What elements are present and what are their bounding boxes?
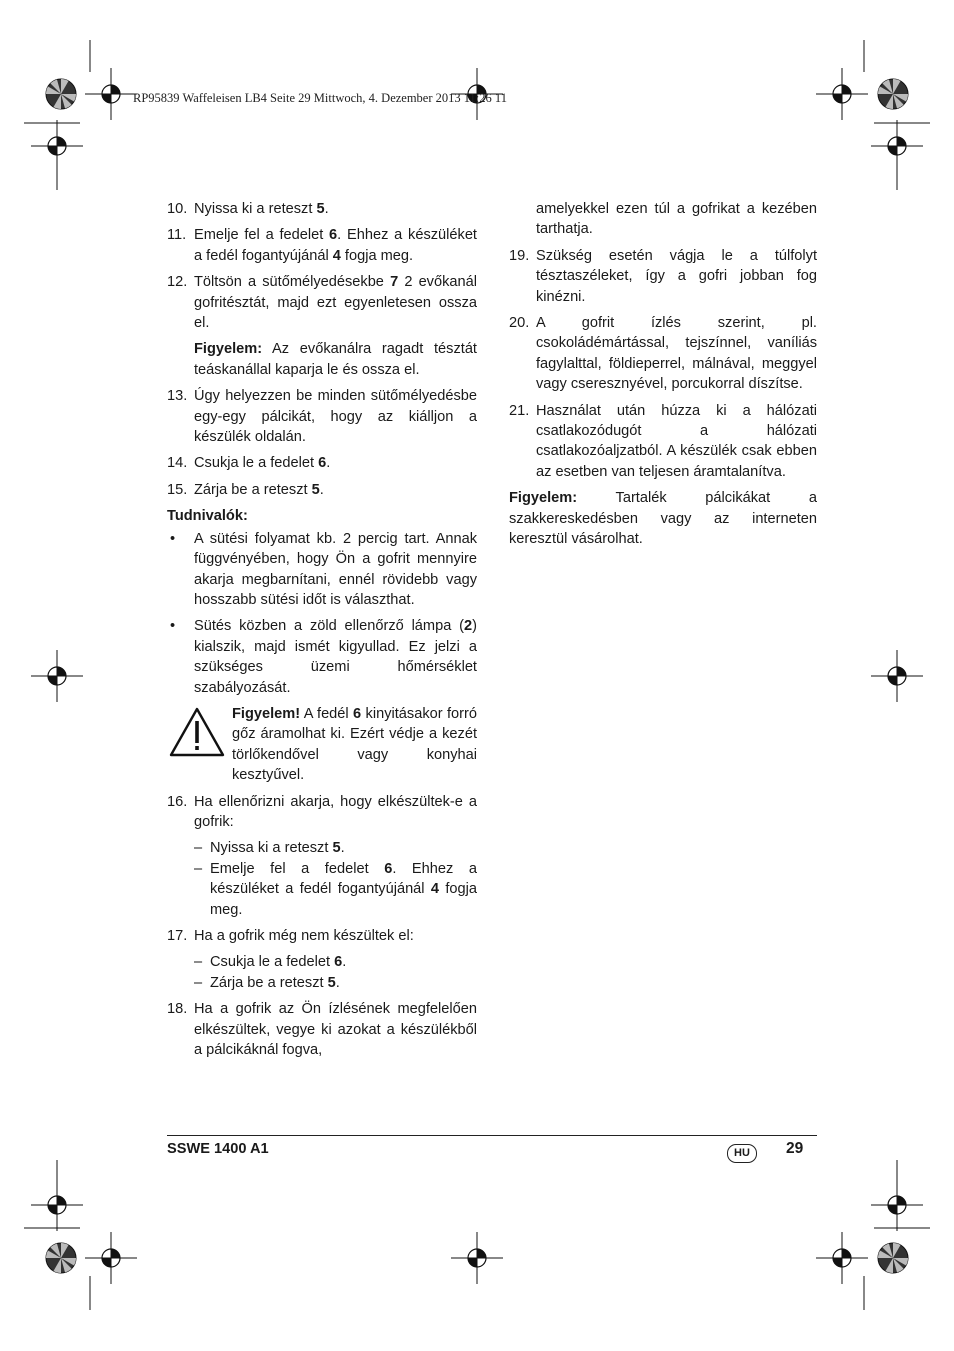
dash-icon: –	[194, 954, 203, 971]
part-ref: 5	[327, 974, 336, 991]
substep-text: Zárja be a reteszt	[210, 974, 328, 991]
step-text: Ha ellenőrizni akarja, hogy elkészültek-e a gofrik:	[194, 793, 477, 830]
step-15	[167, 480, 477, 500]
step-text: A gofrit ízlés szerint, pl. csokoládémártással, tejszínnel, vaníliás fagylalttal, földieperrel, málnával, meggyel vagy cseresznyével, porcukorral díszítse.	[536, 315, 817, 393]
note-label: Figyelem:	[509, 490, 578, 507]
step-number: 17.	[167, 928, 188, 944]
left-column	[167, 199, 477, 1066]
step-number: 16.	[167, 793, 188, 810]
part-ref: 4	[332, 247, 341, 264]
part-ref: 5	[316, 201, 325, 217]
bullet-icon: •	[170, 618, 176, 635]
step-number: 21.	[509, 402, 530, 419]
step-18	[167, 999, 477, 1060]
step-10	[167, 199, 477, 219]
step-text: . Ehhez a készüléket a fedél fogantyújánál	[194, 227, 477, 264]
step-text: Töltsön a sütőmélyedésekbe	[194, 274, 391, 291]
step-text: 2 evőkanál gofritésztát, majd ezt egyenletesen ossza el.	[194, 274, 477, 332]
substep-text: Emelje fel a fedelet	[210, 860, 385, 877]
page-number: 29	[786, 1140, 804, 1157]
part-ref: 2	[464, 618, 473, 635]
substep	[167, 952, 477, 972]
tips-heading: Tudnivalók:	[167, 508, 248, 525]
step-number: 20.	[509, 315, 530, 332]
step-12-note	[167, 339, 477, 380]
part-ref: 7	[390, 274, 399, 291]
step-text: Ha a gofrik az Ön ízlésének megfelelően elkészültek, vegye ki azokat a készülékből a pálcikáknál fogva,	[194, 1001, 477, 1059]
substep-text: Csukja le a fedelet	[210, 954, 335, 971]
step-18-continued: amelyekkel ezen túl a gofrikat a kezében tarthatja.	[536, 201, 817, 238]
step-number: 18.	[167, 1001, 188, 1018]
step-text: fogja meg.	[340, 247, 414, 264]
note-text: Tartalék pálcikákat a szakkereskedésben vagy az interneten keresztül vásárolhat.	[509, 490, 817, 548]
step-16	[167, 792, 477, 833]
step-number: 15.	[167, 481, 188, 498]
tip-bullet-1	[167, 529, 477, 611]
step-number: 11.	[167, 227, 187, 244]
step-20	[509, 313, 817, 395]
substep-text: .	[335, 974, 340, 991]
warning-triangle-icon	[168, 706, 226, 758]
part-ref: 4	[430, 881, 440, 898]
bullet-text: ) kialszik, majd ismét kigyullad. Ez jelzi a szükséges üzemi hőmérséklet szabályozását.	[194, 618, 477, 696]
warning-label: Figyelem!	[232, 705, 301, 722]
step-text: Emelje fel a fedelet	[194, 227, 330, 244]
part-ref: 5	[332, 840, 341, 857]
step-text: .	[319, 481, 324, 498]
note-label: Figyelem:	[194, 341, 263, 358]
tip-bullet-2	[167, 616, 477, 698]
step-12	[167, 272, 477, 333]
part-ref: 6	[318, 455, 327, 472]
part-ref: 5	[311, 481, 320, 498]
step-13	[167, 386, 477, 447]
part-ref: 6	[329, 227, 338, 244]
spare-sticks-note	[509, 488, 817, 549]
step-number: 14.	[167, 455, 188, 472]
footer-divider	[167, 1135, 817, 1136]
dash-icon: –	[194, 974, 203, 991]
step-text: Zárja be a reteszt	[194, 481, 312, 498]
part-ref: 6	[353, 705, 362, 722]
part-ref: 6	[334, 954, 343, 971]
step-text: Használat után húzza ki a hálózati csatlakozódugót a hálózati csatlakozóaljzatból. A készülék csak ebben az esetben van teljesen áramtalanítva.	[536, 402, 817, 480]
step-11	[167, 225, 477, 266]
bullet-icon: •	[170, 530, 176, 547]
bullet-text: Sütés közben a zöld ellenőrző lámpa (	[194, 618, 464, 635]
substep	[167, 973, 477, 993]
footer-model: SSWE 1400 A1	[167, 1141, 269, 1157]
warning-text: A fedél	[300, 705, 354, 722]
step-17	[167, 926, 477, 946]
step-text: .	[326, 455, 331, 472]
step-text: Szükség esetén vágja le a túlfolyt tésztaszéleket, így a gofri jobban fog kinézni.	[536, 247, 817, 305]
substep-text: fogja meg.	[210, 881, 477, 918]
substep-text: .	[342, 954, 347, 971]
bullet-text: A sütési folyamat kb. 2 percig tart. Annak függvényében, hogy Ön a gofrit mennyire akarja megbarnítani, ennél rövidebb vagy hosszabb sütési időt is választhat.	[194, 530, 477, 608]
step-17-substeps	[167, 952, 477, 993]
substep-text: Nyissa ki a reteszt	[210, 840, 333, 857]
step-text: Úgy helyezzen be minden sütőmélyedésbe egy-egy pálcikát, hogy az kiálljon a készülék oldalán.	[194, 388, 477, 446]
step-text: Csukja le a fedelet	[194, 455, 319, 472]
step-19	[509, 246, 817, 307]
step-16-substeps	[167, 838, 477, 920]
print-header: RP95839 Waffeleisen LB4 Seite 29 Mittwoch, 4. Dezember 2013 11:26 11	[133, 91, 507, 105]
substep	[167, 838, 477, 858]
dash-icon: –	[194, 840, 203, 857]
warning-text: kinyitásakor forró gőz áramolhat ki. Ezért védje a kezét törlőkendővel vagy konyhai kesztyűvel.	[232, 705, 477, 784]
step-number: 13.	[167, 388, 188, 405]
step-text: Nyissa ki a reteszt	[194, 201, 317, 217]
step-text: .	[324, 201, 329, 217]
step-14	[167, 453, 477, 473]
substep-text: . Ehhez a készüléket a fedél fogantyújánál	[210, 860, 477, 898]
step-text: Ha a gofrik még nem készültek el:	[194, 928, 414, 944]
language-badge: HU	[727, 1144, 757, 1163]
warning-block	[167, 704, 477, 786]
step-number: 10.	[167, 201, 188, 217]
step-number: 19.	[509, 247, 530, 264]
step-21	[509, 401, 817, 483]
note-text: Az evőkanálra ragadt tésztát teáskanállal kaparja le és ossza el.	[194, 341, 477, 378]
substep-text: .	[340, 840, 345, 857]
dash-icon: –	[194, 860, 203, 877]
part-ref: 6	[384, 860, 393, 877]
right-column	[509, 199, 817, 556]
substep	[167, 859, 477, 920]
step-number: 12.	[167, 274, 188, 291]
